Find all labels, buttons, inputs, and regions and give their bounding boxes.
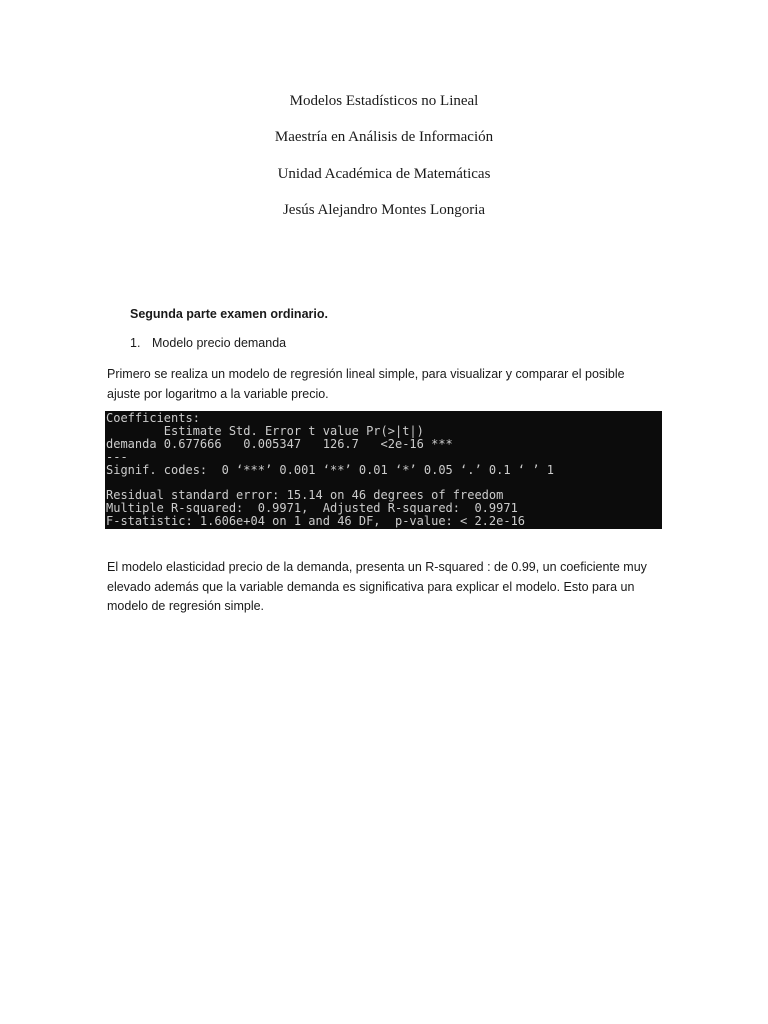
console-line: Signif. codes: 0 ‘***’ 0.001 ‘**’ 0.01 ‘*’ 0.05 ‘.’ 0.1 ‘ ’ 1 (106, 462, 554, 477)
console-line: Estimate Std. Error t value Pr(>|t|) (106, 423, 424, 438)
list-item-number: 1. (130, 336, 141, 350)
intro-line: Primero se realiza un modelo de regresión lineal simple, para visualizar y comparar el posible (107, 367, 625, 381)
console-line: F-statistic: 1.606e+04 on 1 and 46 DF, p-value: < 2.2e-16 (106, 514, 526, 529)
conclusion-line: elevado además que la variable demanda es significativa para explicar el modelo. Esto para un (107, 579, 635, 594)
console-line: Coefficients: (106, 411, 200, 425)
console-line: Multiple R-squared: 0.9971, Adjusted R-squared: 0.9971 (106, 501, 518, 516)
intro-paragraph (107, 365, 647, 404)
section-title: Segunda parte examen ordinario. (130, 307, 328, 321)
console-line: demanda 0.677666 0.005347 126.7 <2e-16 *** (106, 436, 453, 451)
regression-output-console (105, 411, 662, 529)
intro-line: ajuste por logaritmo a la variable precio. (107, 386, 329, 401)
program-title: Maestría en Análisis de Información (274, 129, 494, 145)
academic-unit: Unidad Académica de Matemáticas (277, 166, 491, 182)
console-line: --- (106, 449, 128, 464)
conclusion-line: El modelo elasticidad precio de la demanda, presenta un R-squared : de 0.99, un coeficiente muy (107, 560, 647, 574)
list-item (130, 336, 286, 350)
course-title: Modelos Estadísticos no Lineal (289, 93, 479, 109)
conclusion-line: modelo de regresión simple. (107, 599, 265, 613)
list-item-label: Modelo precio demanda (152, 336, 287, 350)
console-line: Residual standard error: 15.14 on 46 degrees of freedom (106, 488, 504, 503)
author-name: Jesús Alejandro Montes Longoria (282, 202, 486, 218)
conclusion-paragraph (107, 558, 647, 617)
